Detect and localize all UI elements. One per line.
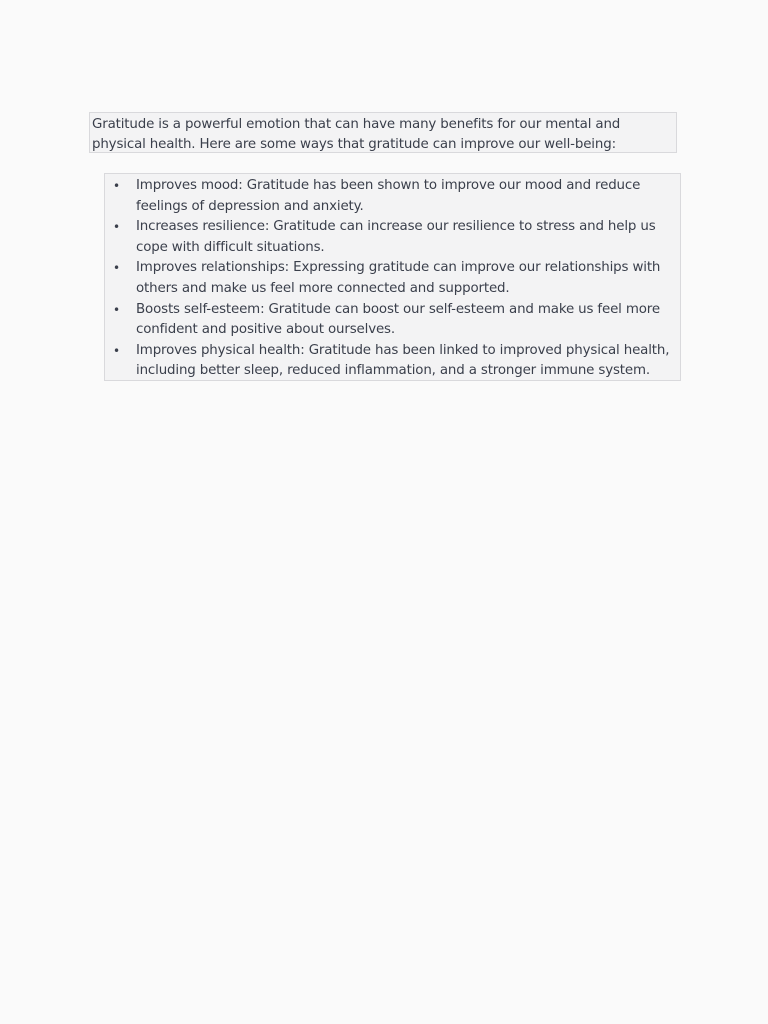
list-item-line: cope with difficult situations. [136,239,325,255]
list-item-line: Improves relationships: Expressing gratitude can improve our relationships with [136,260,661,276]
list-item-line: Improves physical health: Gratitude has been linked to improved physical health, [136,342,670,358]
bullet-icon: • [113,302,120,317]
intro-paragraph [89,112,677,153]
list-item-line: Improves mood: Gratitude has been shown to improve our mood and reduce [136,178,641,193]
list-item-line: feelings of depression and anxiety. [136,198,364,214]
list-item-line: Increases resilience: Gratitude can increase our resilience to stress and help us [136,219,656,235]
intro-line-1: Gratitude is a powerful emotion that can have many benefits for our mental and [92,117,621,132]
list-item-line: including better sleep, reduced inflammation, and a stronger immune system. [136,363,650,379]
list-item [105,341,680,382]
bullet-icon: • [113,261,120,276]
list-item-line: confident and positive about ourselves. [136,322,395,338]
bullet-icon: • [113,343,120,358]
list-item [105,300,680,341]
list-item-line: Boosts self-esteem: Gratitude can boost our self-esteem and make us feel more [136,301,660,317]
bullet-icon: • [113,220,120,235]
intro-line-2: physical health. Here are some ways that gratitude can improve our well-being: [92,137,616,152]
bullet-icon: • [113,179,120,193]
benefits-list-box [104,173,681,381]
list-item [105,217,680,258]
benefits-list [105,176,680,382]
list-item [105,258,680,299]
list-item-line: others and make us feel more connected and supported. [136,280,510,296]
list-item [105,176,680,217]
